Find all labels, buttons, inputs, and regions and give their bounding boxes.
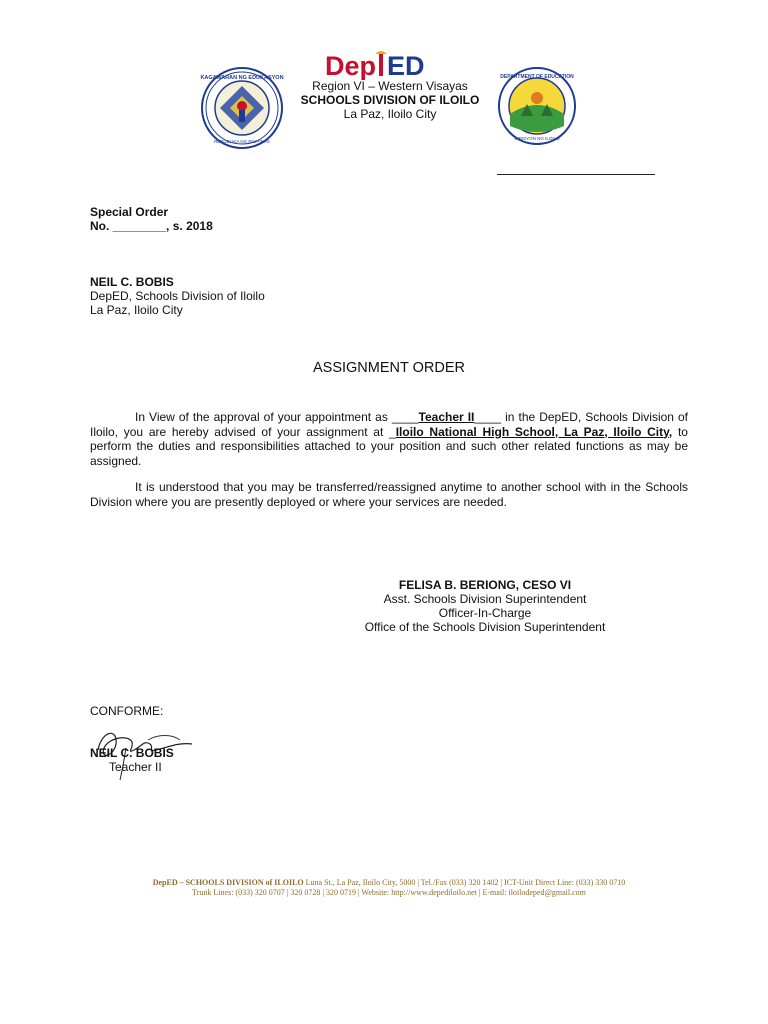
signatory-title-2: Officer-In-Charge — [438, 606, 532, 620]
body-paragraph-1 — [90, 410, 688, 468]
special-order-label: Special Order — [90, 205, 169, 219]
addressee-office: DepED, Schools Division of Iloilo — [90, 289, 265, 303]
conforme-name: NEIL C. BOBIS — [90, 746, 174, 760]
conforme-position: Teacher II — [109, 760, 162, 774]
signatory-name: FELISA B. BERIONG, CESO VI — [398, 578, 572, 592]
p2-text: It is understood that you may be transferred/reassigned anytime to another school with in the Schools Division where you are presently deployed or where your services are needed. — [90, 480, 688, 509]
svg-text:DEPARTMENT OF EDUCATION: DEPARTMENT OF EDUCATION — [500, 74, 574, 80]
header-division: SCHOOLS DIVISION OF ILOILO — [300, 93, 480, 107]
footer-line-2: Trunk Lines: (033) 320 0707 | 320 0728 | 320 0719 | Website: http://www.depediloilo.net | E-mail: iloilodeped@gmail.com — [192, 888, 586, 897]
svg-text:ED: ED — [387, 51, 425, 80]
signatory-title-3: Office of the Schools Division Superintendent — [364, 620, 606, 634]
footer-org: DepED – SCHOOLS DIVISION of ILOILO — [152, 878, 304, 887]
svg-text:DIBISYON NG ILOILO: DIBISYON NG ILOILO — [514, 136, 560, 141]
date-line — [497, 174, 655, 175]
deped-logo — [325, 50, 455, 80]
footer-contact: Luna St., La Paz, Iloilo City, 5000 | Tel./Fax (033) 320 1402 | ICT-Unit Direct Line: (033) 330 0710 — [303, 878, 626, 887]
document-title: ASSIGNMENT ORDER — [312, 360, 465, 376]
footer-line-1 — [90, 878, 688, 888]
conforme-label: CONFORME: — [90, 704, 164, 718]
svg-text:REPUBLIKA NG PILIPINAS: REPUBLIKA NG PILIPINAS — [214, 139, 270, 144]
addressee-name: NEIL C. BOBIS — [90, 275, 174, 289]
p1-text-c: to perform the duties and responsibilities attached to your position and such other related functions as may be assigned. — [90, 424, 688, 468]
header-region: Region VI – Western Visayas — [312, 79, 468, 93]
p1-text-b: ____ in the DepED, Schools Division of Iloilo, you are hereby advised of your assignment at _ — [90, 410, 689, 439]
special-order-number: No. ________, s. 2018 — [90, 219, 213, 233]
addressee-address: La Paz, Iloilo City — [90, 303, 183, 317]
position-field: Teacher II — [418, 410, 475, 424]
header-address: La Paz, Iloilo City — [343, 107, 437, 121]
p1-text-a: In View of the approval of your appointment as ____ — [135, 410, 419, 424]
body-paragraph-2 — [90, 480, 688, 509]
signatory-title-1: Asst. Schools Division Superintendent — [383, 592, 587, 606]
deped-seal-logo — [200, 66, 284, 150]
svg-text:Dep: Dep — [325, 51, 377, 80]
school-field: Iloilo National High School, La Paz, Iloilo City, — [395, 424, 673, 439]
division-seal-logo — [497, 66, 577, 146]
svg-text:KAGAWARAN NG EDUKASYON: KAGAWARAN NG EDUKASYON — [200, 75, 284, 81]
